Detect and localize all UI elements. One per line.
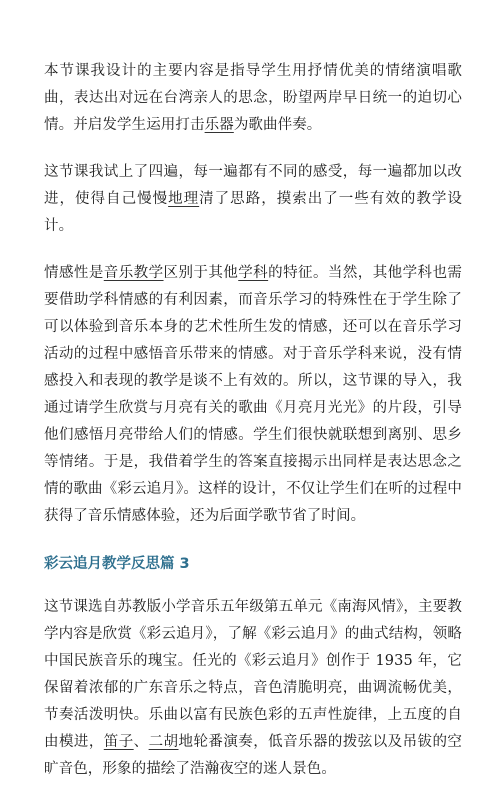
link-xueke[interactable]: 学科 [238, 265, 269, 281]
paragraph-2-text-a: 这节课我试上了四遍，每一遍都有不同的感受，每一遍都加以改进，使得自己慢慢 [44, 164, 462, 207]
link-music-teaching[interactable]: 音乐教学 [103, 265, 164, 281]
paragraph-1-text-b: 为歌曲伴奏。 [233, 117, 322, 133]
link-yueqi[interactable]: 乐器 [204, 117, 234, 133]
paragraph-3-text-a: 情感性是 [44, 265, 104, 281]
paragraph-1-text-a: 本节课我设计的主要内容是指导学生用抒情优美的情绪演唱歌曲，表达出对远在台湾亲人的思念，盼望两岸早日统一的迫切心情。并启发学生运用打击 [44, 63, 462, 133]
link-dizi[interactable]: 笛子 [103, 734, 134, 750]
paragraph-3-text-c: 的特征。当然，其他学科也需要借助学科情感的有利因素，而音乐学习的特殊性在于学生除了可以体验到音乐本身的艺术性所生发的情感，还可以在音乐学习活动的过程中感悟音乐带来的情感。对于音乐学科来说，没有情感投入和表现的教学是谈不上有效的。所以，这节课的导入，我通过请学生欣赏与月亮有关的歌曲《月亮月光光》的片段，引导他们感悟月亮带给人们的情感。学生们很快就联想到离别、思乡等情绪。于是，我借着学生的答案直接揭示出同样是表达思念之情的歌曲《彩云追月》。这样的设计，不仅让学生们在听的过程中获得了音乐情感体验，还为后面学歌节省了时间。 [44, 265, 463, 524]
paragraph-3 [44, 260, 462, 530]
paragraph-3-text-b: 区别于其他 [163, 265, 239, 281]
paragraph-2 [44, 159, 462, 240]
paragraph-4-text-c: 地轮番演奏，低音乐器的拨弦以及吊钹的空旷音色，形象的描绘了浩瀚夜空的迷人景色。 [44, 734, 463, 777]
section-heading: 彩云追月教学反思篇 3 [44, 556, 190, 572]
paragraph-4 [44, 594, 462, 783]
document-page [44, 58, 462, 803]
link-dili[interactable]: 地理 [168, 191, 200, 207]
paragraph-4-text-b: 、 [133, 734, 149, 750]
paragraph-2-text-b: 清了思路，摸索出了一些有效的教学设计。 [44, 191, 462, 234]
paragraph-4-text-a: 这节课选自苏教版小学音乐五年级第五单元《南海风情》，主要教学内容是欣赏《彩云追月》，了解《彩云追月》的曲式结构，领略中国民族音乐的瑰宝。任光的《彩云追月》创作于 1935 年，它保留着浓郁的广东音乐之特点，音色清脆明亮，曲调流畅优美，节奏活泼明快。乐曲以富有民族色彩的五声性旋律，上五度的自由模进， [44, 599, 462, 750]
link-erhu[interactable]: 二胡 [148, 734, 179, 750]
paragraph-1 [44, 58, 462, 139]
